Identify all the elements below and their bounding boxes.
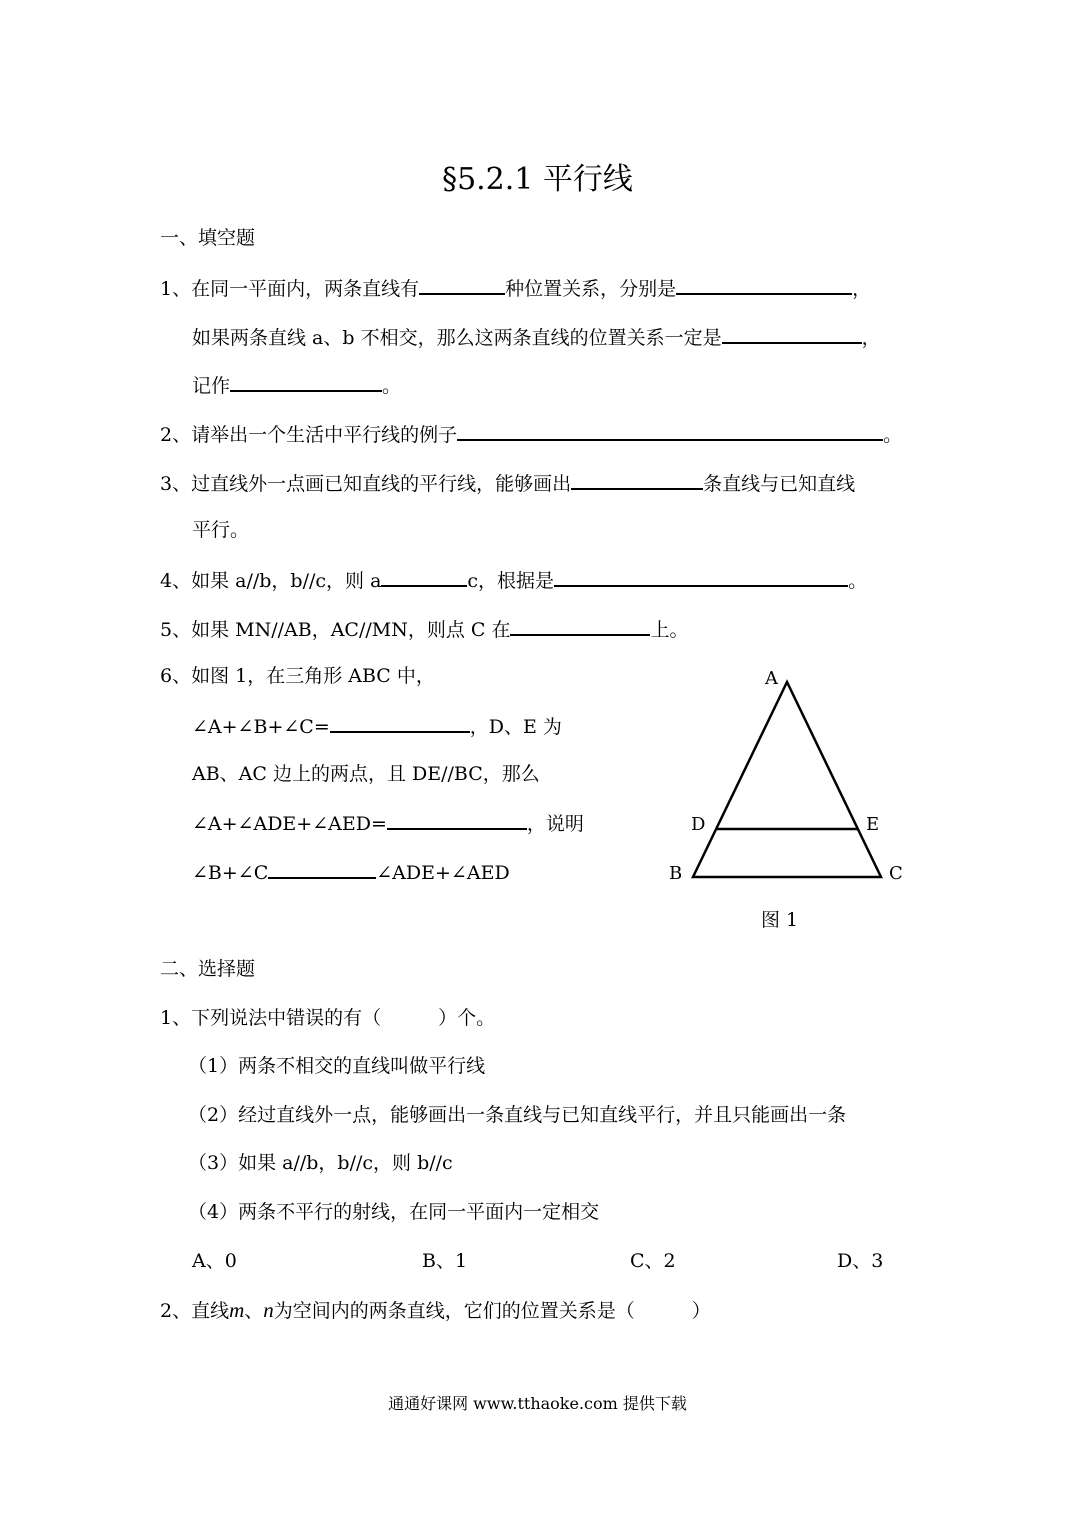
q2-text-b: 为空间内的两条直线，它们的位置关系是（ ） <box>273 1300 711 1322</box>
q6-text-e: ∠B+∠C <box>192 862 269 884</box>
option-a[interactable]: A、0 <box>192 1250 237 1272</box>
q5-text-a: 5、如果 MN//AB，AC//MN，则点 C 在 <box>160 619 511 641</box>
q6-text-a: ∠A+∠B+∠C= <box>192 716 330 738</box>
q1-text-e: ， <box>861 327 881 349</box>
footer-credit: 通通好课网 www.tthaoke.com 提供下载 <box>388 1394 687 1413</box>
q3-text-a: 3、过直线外一点画已知直线的平行线，能够画出 <box>160 473 572 495</box>
question-6-line-3: AB、AC 边上的两点，且 DE//BC，那么 <box>192 763 540 785</box>
page-title: §5.2.1 平行线 <box>442 162 633 197</box>
variable-m: m <box>229 1298 245 1322</box>
q6-text-f: ∠ADE+∠AED <box>376 862 510 884</box>
q1-text-c: ， <box>852 278 872 300</box>
q4-text-a: 4、如果 a//b，b//c，则 a <box>160 570 382 592</box>
vertex-label-c: C <box>889 863 903 884</box>
mc-question-2-stem <box>160 1298 711 1323</box>
q2-text-b: 。 <box>883 424 903 446</box>
mc-question-1-stem: 1、下列说法中错误的有（ ）个。 <box>160 1007 496 1029</box>
q2-text-a: 2、请举出一个生活中平行线的例子 <box>160 424 458 446</box>
section-heading-multiple-choice: 二、选择题 <box>160 958 256 980</box>
q1-text-f: 记作 <box>192 375 231 397</box>
question-6-line-1: 6、如图 1，在三角形 ABC 中， <box>160 665 435 687</box>
mc-statement: （4）两条不平行的射线，在同一平面内一定相交 <box>188 1201 600 1223</box>
q2-separator: 、 <box>244 1300 264 1322</box>
q4-text-b: c，根据是 <box>467 570 555 592</box>
q2-text-a: 2、直线 <box>160 1300 230 1322</box>
variable-n: n <box>263 1298 274 1322</box>
option-c[interactable]: C、2 <box>630 1250 676 1272</box>
q5-text-b: 上。 <box>650 619 689 641</box>
point-label-e: E <box>866 814 880 835</box>
option-d[interactable]: D、3 <box>837 1250 884 1272</box>
point-label-d: D <box>691 814 706 835</box>
q1-text-g: 。 <box>382 375 402 397</box>
q1-text-d: 如果两条直线 a、b 不相交，那么这两条直线的位置关系一定是 <box>192 327 722 349</box>
vertex-label-a: A <box>765 668 778 689</box>
vertex-label-b: B <box>669 863 683 884</box>
option-b[interactable]: B、1 <box>422 1250 468 1272</box>
q1-text-a: 1、在同一平面内，两条直线有 <box>160 278 420 300</box>
q6-text-c: ∠A+∠ADE+∠AED= <box>192 813 387 835</box>
q4-text-c: 。 <box>848 570 868 592</box>
q3-text-b: 条直线与已知直线 <box>703 473 856 495</box>
mc-statement: （1）两条不相交的直线叫做平行线 <box>188 1055 486 1077</box>
mc-statement: （3）如果 a//b，b//c，则 b//c <box>188 1152 453 1174</box>
q6-text-d: ，说明 <box>526 813 584 835</box>
figure-caption: 图 1 <box>761 909 799 931</box>
section-heading-fill-blank: 一、填空题 <box>160 227 256 249</box>
mc-statement: （2）经过直线外一点，能够画出一条直线与已知直线平行，并且只能画出一条 <box>188 1104 847 1126</box>
q1-text-b: 种位置关系，分别是 <box>505 278 677 300</box>
triangle-abc <box>693 682 881 877</box>
question-3-line-2: 平行。 <box>192 519 250 541</box>
q6-text-b: ，D、E 为 <box>469 716 562 738</box>
